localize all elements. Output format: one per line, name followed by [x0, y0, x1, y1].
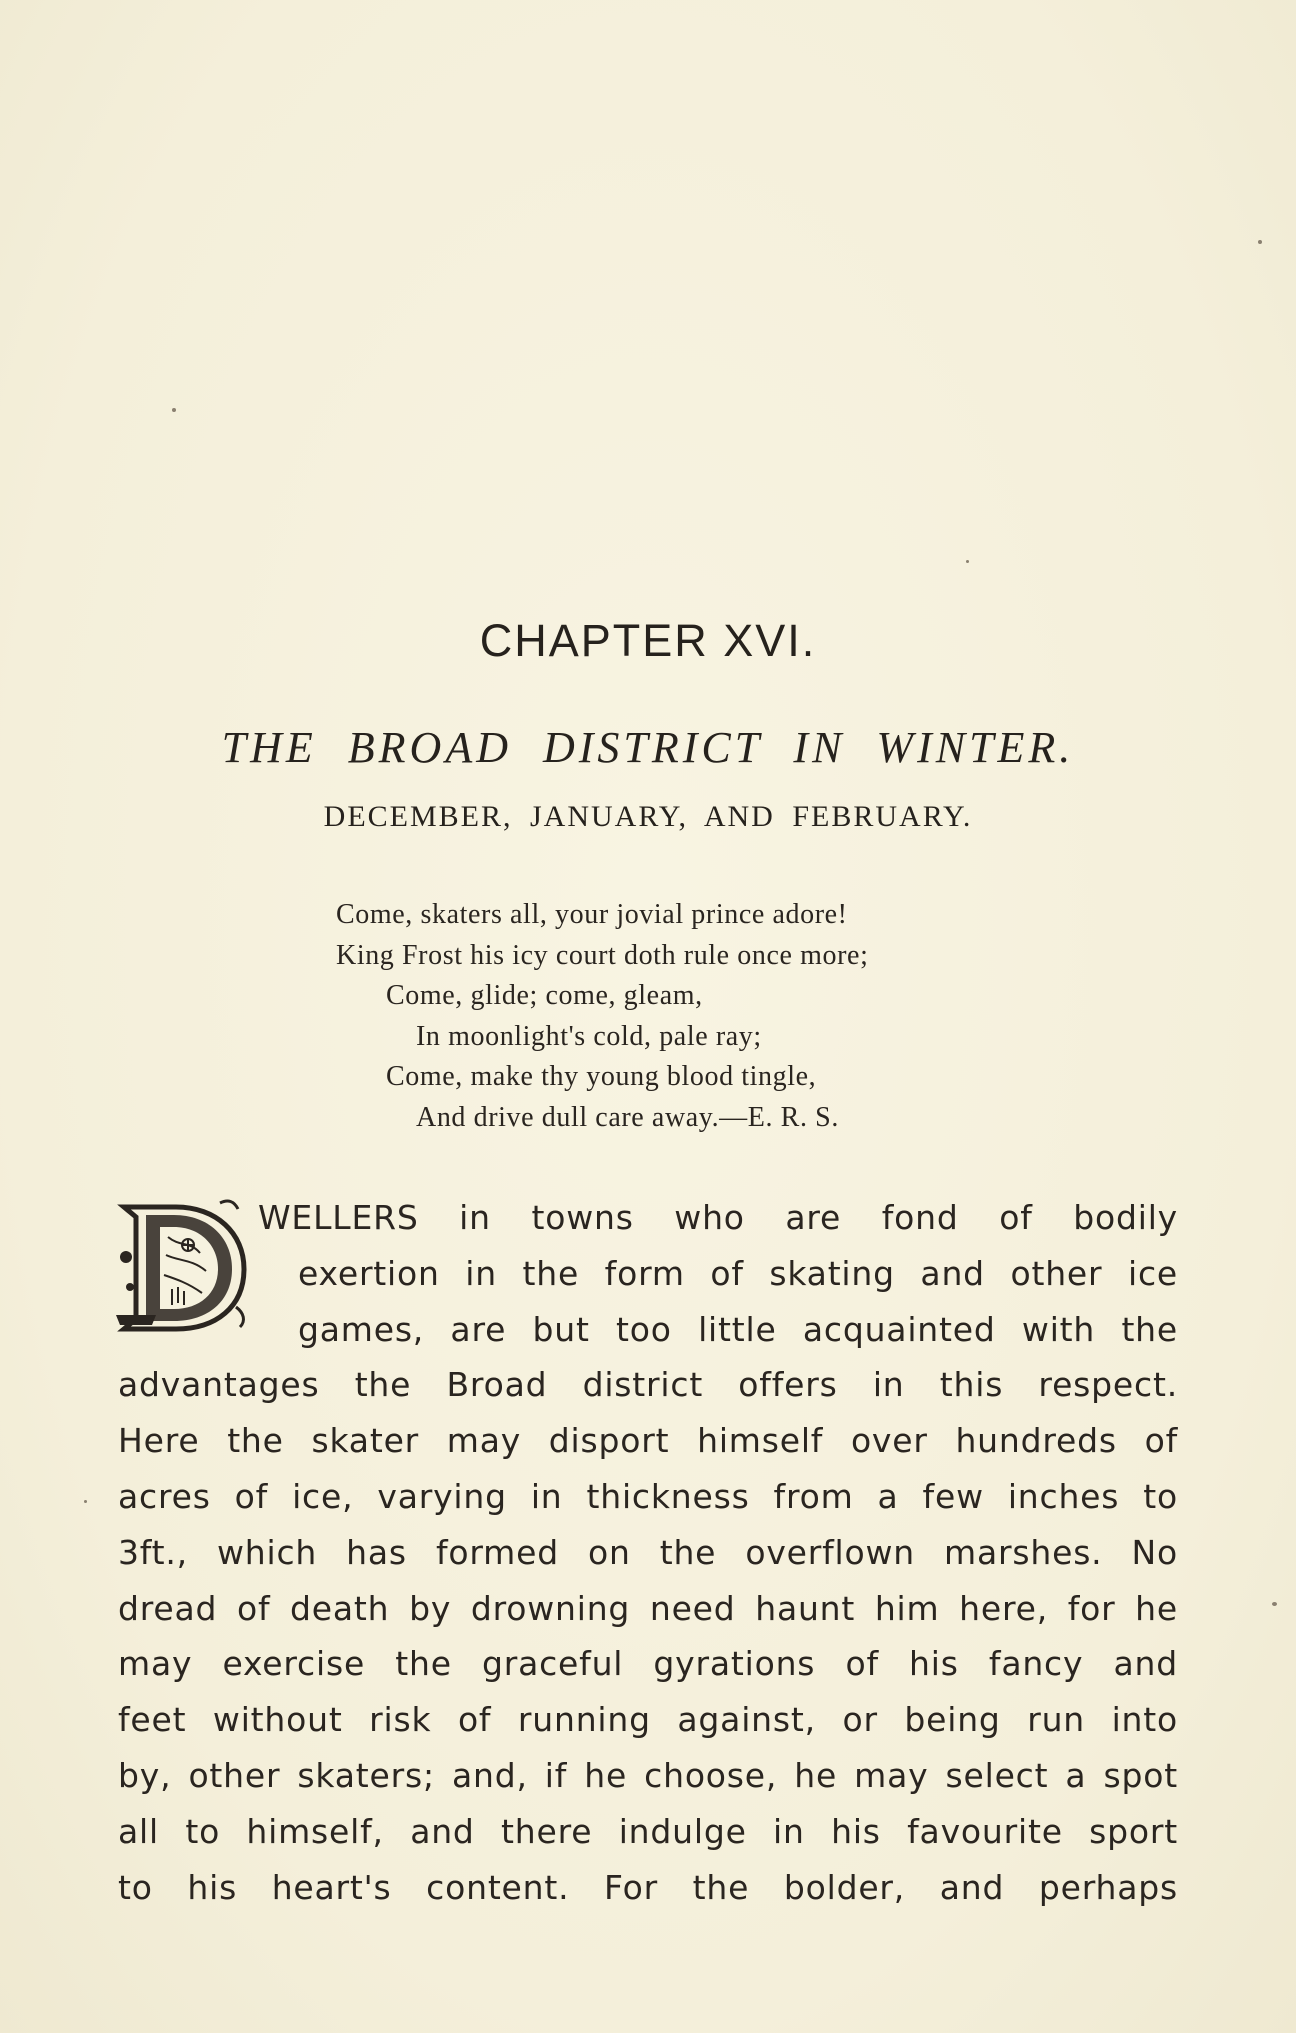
poem-line: And drive dull care away.—E. R. S. [416, 1101, 839, 1133]
epigraph-poem [336, 895, 1056, 1138]
chapter-title: CHAPTER XVI. [479, 615, 817, 666]
poem-line: King Frost his icy court doth rule once more; [336, 939, 869, 971]
poem-line: In moonlight's cold, pale ray; [416, 1020, 762, 1052]
body-line: acres of ice, varying in thickness from a few inches to [118, 1476, 1178, 1516]
body-line: 3ft., which has formed on the overflown marshes. No [118, 1532, 1178, 1572]
body-line: all to himself, and there indulge in his favourite sport [118, 1811, 1178, 1851]
poem-line: Come, make thy young blood tingle, [386, 1061, 817, 1092]
poem-line: Come, glide; come, gleam, [386, 980, 703, 1011]
body-line: dread of death by drowning need haunt him here, for he [118, 1588, 1178, 1628]
body-line: WELLERS in towns who are fond of bodily [258, 1198, 1178, 1237]
body-line: advantages the Broad district offers in this respect. [118, 1365, 1178, 1405]
body-line: feet without risk of running against, or being run into [118, 1700, 1178, 1740]
body-line: games, are but too little acquainted with the [298, 1309, 1178, 1349]
section-title: THE BROAD DISTRICT IN WINTER. [221, 723, 1075, 772]
body-line: may exercise the graceful gyrations of his fancy and [118, 1644, 1178, 1684]
body-line: exertion in the form of skating and other ice [298, 1253, 1178, 1293]
body-line: to his heart's content. For the bolder, and perhaps [118, 1867, 1178, 1907]
body-line: by, other skaters; and, if he choose, he may select a spot [118, 1755, 1178, 1795]
poem-line: Come, skaters all, your jovial prince adore! [336, 899, 848, 930]
body-paragraph [118, 1190, 1178, 1915]
chapter-months: DECEMBER, JANUARY, AND FEBRUARY. [323, 800, 973, 833]
body-line: Here the skater may disport himself over hundreds of [118, 1421, 1178, 1461]
